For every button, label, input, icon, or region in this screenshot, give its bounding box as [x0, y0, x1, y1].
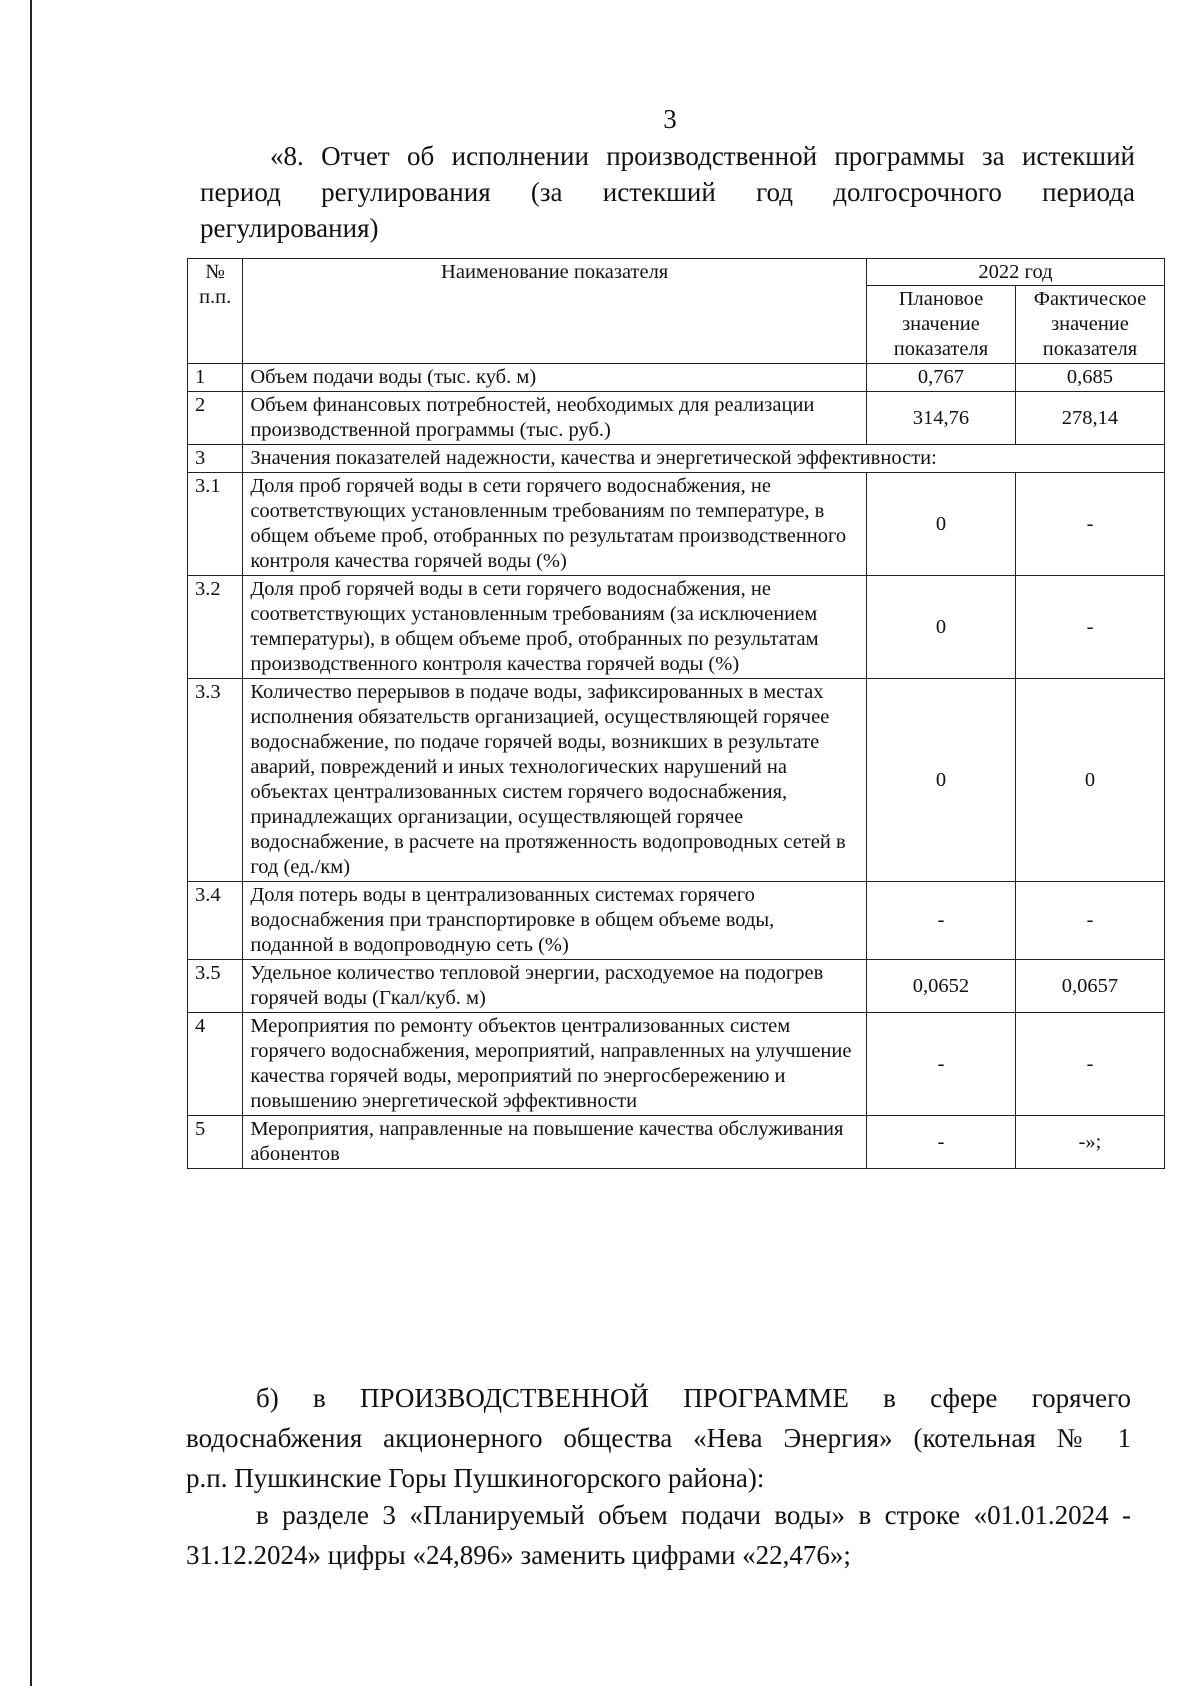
row-number: 2	[188, 392, 243, 445]
row-name: Доля проб горячей воды в сети горячего водоснабжения, не соответствующих установленным требованиям по температуре, в общем объеме проб, отобранных по результатам производственного контроля качества горячей воды (%)	[243, 473, 867, 576]
row-fact-value: 0	[1015, 679, 1164, 882]
table-row	[188, 364, 1165, 392]
row-name: Мероприятия по ремонту объектов централизованных систем горячего водоснабжения, мероприятий, направленных на улучшение качества горячей воды, мероприятий по энергосбережению и повышению энергетической эффективности	[243, 1013, 867, 1116]
row-number: 3.1	[188, 473, 243, 576]
row-plan-value: 0,767	[866, 364, 1015, 392]
row-name: Количество перерывов в подаче воды, зафиксированных в местах исполнения обязательств организацией, осуществляющей горячее водоснабжение, по подаче горячей воды, возникших в результате аварий, повреждений и иных технологических нарушений на объектах централизованных систем горячего водоснабжения, принадлежащих организации, осуществляющей горячее водоснабжение, в расчете на протяженность водопроводных сетей в год (ед./км)	[243, 679, 867, 882]
row-plan-value: 0	[866, 576, 1015, 679]
row-number: 3	[188, 445, 243, 473]
table-row	[188, 882, 1165, 960]
row-number: 3.2	[188, 576, 243, 679]
row-plan-value: -	[866, 882, 1015, 960]
header-year: 2022 год	[866, 259, 1164, 286]
row-name: Доля потерь воды в централизованных системах горячего водоснабжения при транспортировке в общем объеме воды, поданной в водопроводную сеть (%)	[243, 882, 867, 960]
paragraph-c-line-1: в разделе 3 «Планируемый объем подачи воды» в строке «01.01.2024 -	[256, 1500, 1131, 1530]
table-row	[188, 392, 1165, 445]
row-name: Мероприятия, направленные на повышение качества обслуживания абонентов	[243, 1116, 867, 1169]
row-plan-value: 0	[866, 679, 1015, 882]
paragraph-c	[186, 1495, 1131, 1575]
row-number: 5	[188, 1116, 243, 1169]
row-fact-value: -	[1015, 882, 1164, 960]
row-fact-value: -»;	[1015, 1116, 1164, 1169]
page-edge	[30, 0, 32, 1686]
heading-line-3: регулирования)	[200, 213, 379, 243]
row-number: 3.5	[188, 960, 243, 1013]
table-row	[188, 1116, 1165, 1169]
row-number: 4	[188, 1013, 243, 1116]
row-fact-value: -	[1015, 1013, 1164, 1116]
heading-line-2: период регулирования (за истекший год долгосрочного периода	[200, 177, 1135, 207]
row-name: Удельное количество тепловой энергии, расходуемое на подогрев горячей воды (Гкал/куб. м)	[243, 960, 867, 1013]
table-header-row	[188, 259, 1165, 286]
row-plan-value: 0,0652	[866, 960, 1015, 1013]
row-name: Значения показателей надежности, качества и энергетической эффективности:	[243, 445, 1165, 473]
row-fact-value: 0,685	[1015, 364, 1164, 392]
row-number: 3.4	[188, 882, 243, 960]
row-name: Объем подачи воды (тыс. куб. м)	[243, 364, 867, 392]
header-indicator-name: Наименование показателя	[243, 259, 867, 364]
row-fact-value: -	[1015, 576, 1164, 679]
row-plan-value: -	[866, 1116, 1015, 1169]
row-number: 1	[188, 364, 243, 392]
section-heading	[200, 138, 1135, 246]
paragraph-b-line-3: р.п. Пушкинские Горы Пушкиногорского района):	[186, 1463, 765, 1493]
table-row	[188, 445, 1165, 473]
heading-line-1: «8. Отчет об исполнении производственной программы за истекший	[270, 141, 1135, 171]
table-row	[188, 679, 1165, 882]
header-number: № п.п.	[188, 259, 243, 364]
row-fact-value: 0,0657	[1015, 960, 1164, 1013]
page-number: 3	[663, 104, 677, 134]
paragraph-b-line-1: б) в ПРОИЗВОДСТВЕННОЙ ПРОГРАММЕ в сфере горячего	[256, 1383, 1131, 1413]
paragraph-b-line-2: водоснабжения акционерного общества «Нева Энергия» (котельная № 1	[186, 1423, 1131, 1453]
row-fact-value: 278,14	[1015, 392, 1164, 445]
row-number: 3.3	[188, 679, 243, 882]
table-row	[188, 960, 1165, 1013]
table-row	[188, 576, 1165, 679]
paragraph-c-line-2: 31.12.2024» цифры «24,896» заменить цифрами «22,476»;	[186, 1540, 851, 1570]
header-plan: Плановое значение показателя	[866, 286, 1015, 364]
row-name: Объем финансовых потребностей, необходимых для реализации производственной программы (тыс. руб.)	[243, 392, 867, 445]
paragraph-b	[186, 1378, 1131, 1498]
table-row	[188, 473, 1165, 576]
table-row	[188, 1013, 1165, 1116]
row-plan-value: 314,76	[866, 392, 1015, 445]
report-table	[187, 258, 1165, 1169]
header-fact: Фактическое значение показателя	[1015, 286, 1164, 364]
row-name: Доля проб горячей воды в сети горячего водоснабжения, не соответствующих установленным требованиям (за исключением температуры), в общем объеме проб, отобранных по результатам производственного контроля качества горячей воды (%)	[243, 576, 867, 679]
row-fact-value: -	[1015, 473, 1164, 576]
row-plan-value: 0	[866, 473, 1015, 576]
row-plan-value: -	[866, 1013, 1015, 1116]
